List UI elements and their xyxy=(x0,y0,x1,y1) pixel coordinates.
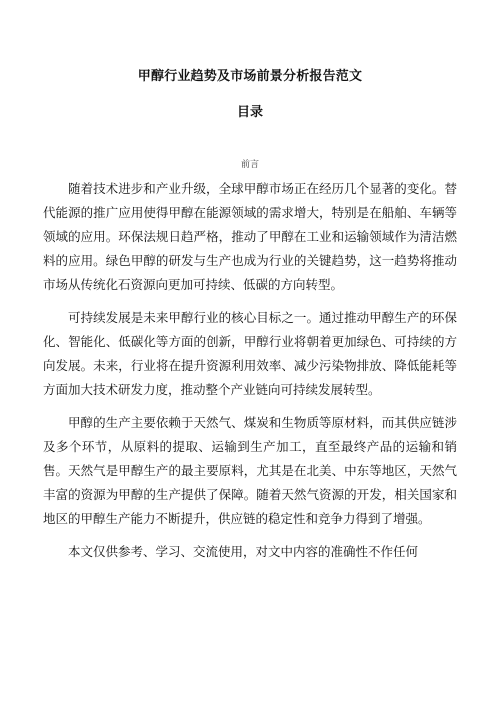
paragraph: 可持续发展是未来甲醇行业的核心目标之一。通过推动甲醇生产的环保化、智能化、低碳化等方面的创新，甲醇行业将朝着更加绿色、可持续的方向发展。未来，行业将在提升资源利用效率、减少污染物排放、降低能耗等方面加大技术研发力度，推动整个产业链向可持续发展转型。 xyxy=(43,310,457,397)
paragraph: 随着技术进步和产业升级，全球甲醇市场正在经历几个显著的变化。替代能源的推广应用使得甲醇在能源领域的需求增大，特别是在船舶、车辆等领域的应用。环保法规日趋严格，推动了甲醇在工业和运输领域作为清洁燃料的应用。绿色甲醇的研发与生产也成为行业的关键趋势，这一趋势将推动市场从传统化石资源向更加可持续、低碳的方向转型。 xyxy=(43,181,457,292)
paragraph: 甲醇的生产主要依赖于天然气、煤炭和生物质等原材料，而其供应链涉及多个环节，从原料的提取、运输到生产加工，直至最终产品的运输和销售。天然气是甲醇生产的最主要原料，尤其是在北美、中东等地区，天然气丰富的资源为甲醇的生产提供了保障。随着天然气资源的开发，相关国家和地区的甲醇生产能力不断提升，供应链的稳定性和竞争力得到了增强。 xyxy=(43,415,457,526)
toc-heading: 目录 xyxy=(236,105,263,120)
paragraph: 本文仅供参考、学习、交流使用，对文中内容的准确性不作任何 xyxy=(68,544,419,559)
body-text xyxy=(43,177,457,573)
document-title: 甲醇行业趋势及市场前景分析报告范文 xyxy=(137,69,363,84)
preface-label: 前言 xyxy=(240,160,259,170)
